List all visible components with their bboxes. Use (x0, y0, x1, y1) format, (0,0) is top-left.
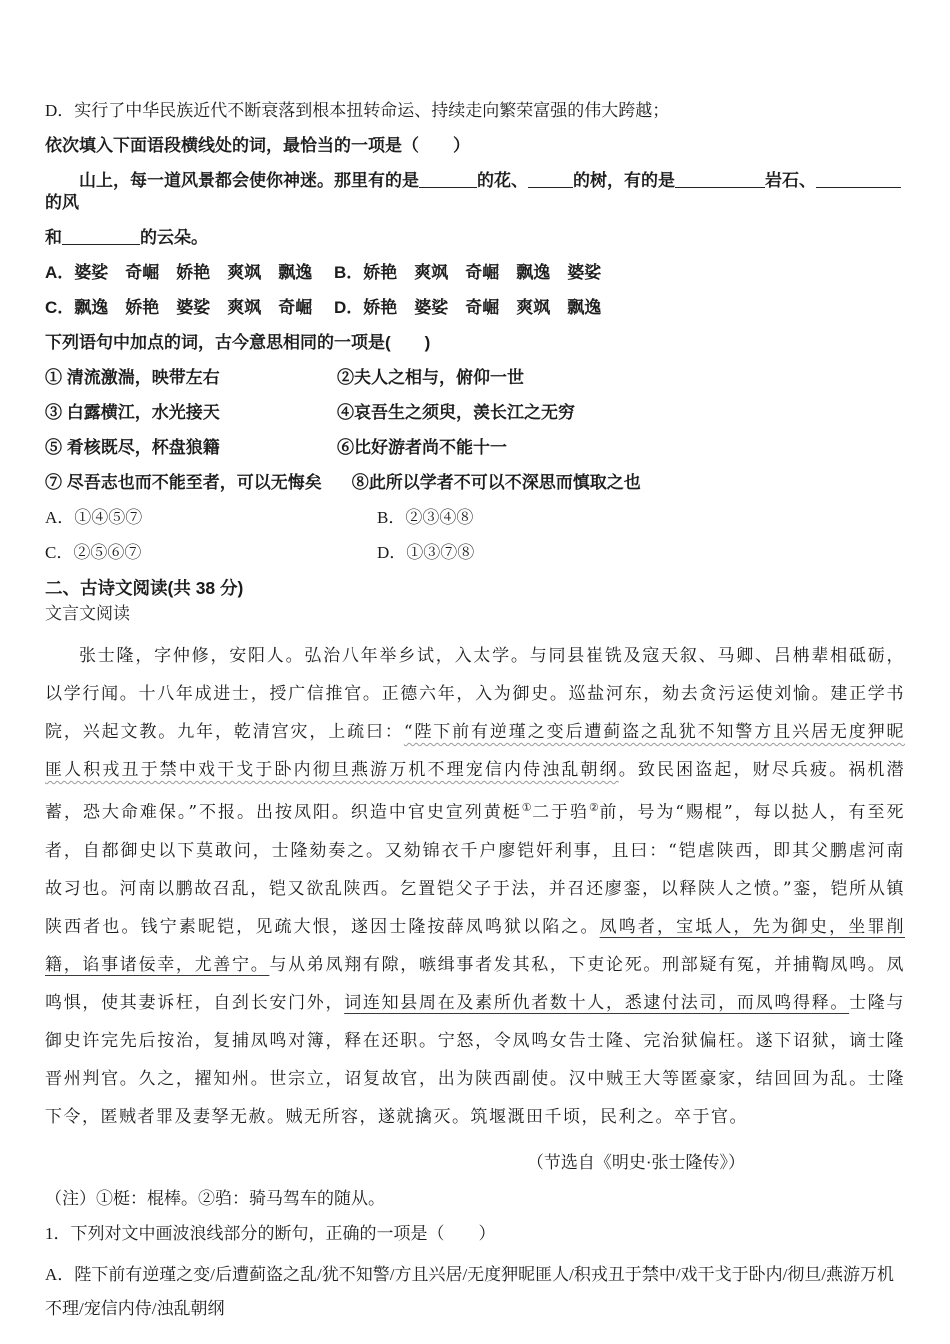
fill-option-d: D．娇艳 婆娑 奇崛 爽飒 飘逸 (334, 298, 602, 317)
fill-text-1a: 山上，每一道风景都会使你神迷。那里有的是 (79, 171, 419, 190)
gujin-sentence-row-1 (45, 367, 905, 389)
fill-text-1d: 岩石、 (765, 171, 816, 190)
passage-segment-normal: 与从弟凤翔有隙，嗾缉事者发其私，下吏论死。刑部疑有冤，并捕鞫凤鸣。凤鸣惧，使其妻诉枉，自刭长安门外， (45, 954, 906, 1013)
fill-options-row-ab (45, 262, 905, 284)
gujin-sentence-row-4-left: ⑦ 尽吾志也而不能至者，可以无悔矣 (45, 473, 322, 492)
blank-underline-5 (62, 230, 140, 245)
question-1-stem: 1．下列对文中画波浪线部分的断句，正确的一项是（ ） (45, 1223, 496, 1243)
section-heading: 二、古诗文阅读(共 38 分) (45, 578, 244, 598)
fill-option-a: A．婆娑 奇崛 娇艳 爽飒 飘逸 (45, 263, 313, 282)
question-1-option-a: A．陛下前有逆瑾之变/后遭蓟盗之乱/犹不知警/方且兴居/无度狎昵匪人/积戎丑于禁中/戏干戈于卧内/彻旦/燕游万机不理/宠信内侍/浊乱朝纲 (45, 1264, 895, 1318)
gujin-option-row-1 (45, 507, 905, 529)
passage-segment-sup: ② (589, 801, 600, 814)
gujin-option-list (45, 507, 905, 564)
passage-segment-sup: ① (521, 801, 533, 814)
gujin-option-row-2-right: D．①③⑦⑧ (377, 543, 475, 562)
blank-underline-3 (675, 173, 765, 188)
passage-segment-normal: 张士隆，字仲修，安阳人。弘治八年举乡试，入太学。与同县崔铣及寇天叙、马卿、吕柟辈相砥砺，以学行闻。十八年成进士，授广信推官。正德六年，入为御史。巡盐河东，劾去贪污运使刘愉。建正学书院，兴起文教。九年，乾清宫灾，上疏曰： (45, 646, 905, 742)
blank-underline-4 (816, 173, 901, 188)
fill-text-2a: 和 (45, 228, 62, 247)
gujin-sentence-row-4-right: ⑧此所以学者不可以不深思而慎取之也 (351, 473, 641, 492)
passage-segment-underline: 词连知县周在及素所仇者数十人，悉逮付法司，而凤鸣得释。 (344, 992, 850, 1013)
passage-segment-underline: 凤鸣者，宝坻人，先为御史，坐罪削籍，谄事诸佞幸，尤善宁。 (45, 916, 905, 975)
gujin-sentence-row-1-left: ① 清流激湍，映带左右 (45, 368, 220, 387)
passage-segment-normal: 二于驺 (532, 802, 590, 823)
passage-segment-wavy: “陛下前有逆瑾之变后遭蓟盗之乱犹不知警方且兴居无度狎昵匪人积戎丑于禁中戏干戈于卧内彻旦燕游万机不理宠信内侍浊乱朝纲 (45, 722, 905, 780)
gujin-option-row-1-left: A．①④⑤⑦ (45, 508, 143, 527)
fill-text-2b: 的云朵。 (140, 228, 208, 247)
fill-option-b: B．娇艳 爽飒 奇崛 飘逸 婆娑 (334, 263, 602, 282)
gujin-sentence-row-3-right: ⑥比好游者尚不能十一 (337, 438, 507, 457)
passage-segment-normal: 。致民困盗起，财尽兵疲。祸机潜蓄，恐大命难保。”不报。出按凤阳。织造中官史宣列黄梃 (45, 760, 905, 823)
gujin-option-row-2 (45, 542, 905, 564)
gujin-sentence-row-2 (45, 402, 905, 424)
gujin-sentence-row-3-left: ⑤ 肴核既尽，杯盘狼籍 (45, 438, 220, 457)
gujin-sentence-row-2-right: ④哀吾生之须臾，羡长江之无穷 (337, 403, 575, 422)
gujin-sentence-row-4 (45, 472, 905, 494)
passage-segment-normal: 前，号为“赐棍”，每以挞人，有至死者，自都御史以下莫敢问，士隆劾奏之。又劾锦衣千户廖铠奸利事，且曰：“铠虐陕西，即其父鹏虐河南故习也。河南以鹏故召乱，铠又欲乱陕西。乞置铠父子于法，并召还廖銮，以释陕人之愤。”銮，铠所从镇陕西者也。钱宁素昵铠，见疏大恨，遂因士隆按薛凤鸣狱以陷之。 (45, 802, 905, 937)
blank-underline-1 (419, 173, 477, 188)
gujin-option-row-2-left: C．②⑤⑥⑦ (45, 543, 142, 562)
passage-segment-normal: 士隆与御史许完先后按治，复捕凤鸣对簿，释在还职。宁怒，令凤鸣女告士隆、完治狱偏枉。遂下诏狱，谪士隆晋州判官。久之，擢知州。世宗立，诏复故官，出为陕西副使。汉中贼王大等匿豪家，结回回为乱。士隆下令，匿贼者罪及妻孥无赦。贼无所容，遂就擒灭。筑堰溉田千顷，民利之。卒于官。 (45, 992, 906, 1127)
gujin-sentence-row-2-left: ③ 白露横江，水光接天 (45, 403, 220, 422)
section-subheading: 文言文阅读 (45, 604, 130, 623)
fill-text-1c: 的树，有的是 (573, 171, 675, 190)
gujin-sentence-row-1-right: ②夫人之相与，俯仰一世 (337, 368, 524, 387)
gujin-question-stem: 下列语句中加点的词，古今意思相同的一项是( ) (45, 333, 431, 352)
fill-question-stem: 依次填入下面语段横线处的词，最恰当的一项是（ ） (45, 136, 470, 155)
gujin-option-row-1-right: B．②③④⑧ (377, 508, 474, 527)
passage-source: （节选自《明史·张士隆传》） (526, 1152, 745, 1172)
gujin-sentence-row-3 (45, 437, 905, 459)
fill-text-1e: 的风 (45, 193, 79, 212)
option-d-previous-question: D．实行了中华民族近代不断衰落到根本扭转命运、持续走向繁荣富强的伟大跨越； (45, 101, 670, 120)
blank-underline-2 (528, 173, 573, 188)
fill-passage-line-1 (45, 170, 905, 214)
fill-options-row-cd (45, 297, 905, 319)
fill-passage-line-2 (45, 227, 905, 249)
passage-note: （注）①梃：棍棒。②驺：骑马驾车的随从。 (45, 1188, 385, 1208)
classical-passage (45, 637, 905, 1136)
fill-text-1b: 的花、 (477, 171, 528, 190)
gujin-sentence-list (45, 367, 905, 494)
fill-option-c: C．飘逸 娇艳 婆娑 爽飒 奇崛 (45, 298, 313, 317)
